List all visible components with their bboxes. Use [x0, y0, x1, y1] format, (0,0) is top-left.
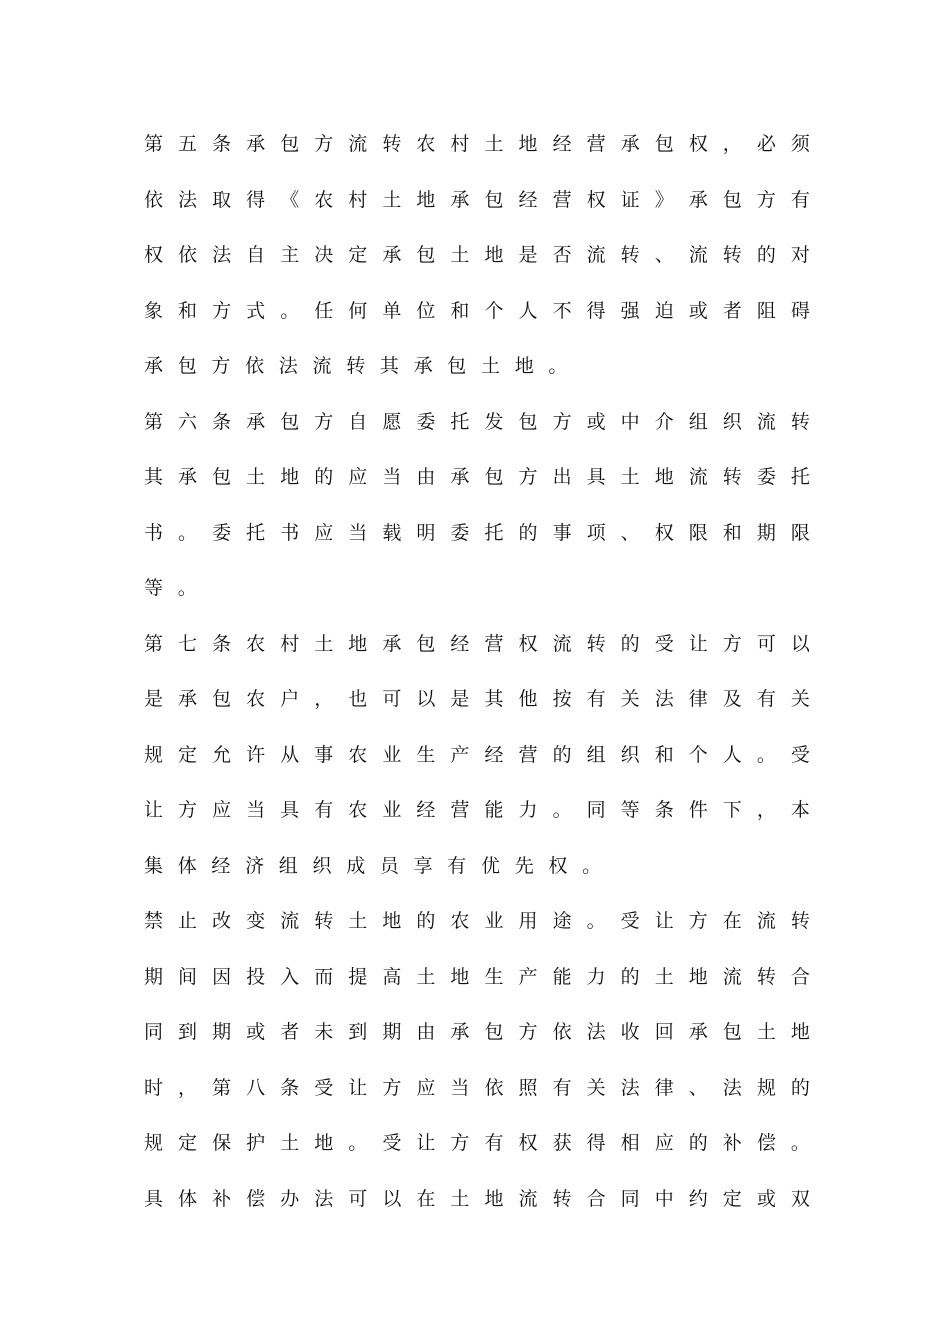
text-line: 具 体 补 偿 办 法 可 以 在 土 地 流 转 合 同 中 约 定 或 双: [144, 1187, 810, 1210]
text-line: 等。: [144, 577, 212, 599]
text-line: 其 承 包 土 地 的 应 当 由 承 包 方 出 具 土 地 流 转 委 托: [144, 466, 810, 488]
text-line: 第 五 条 承 包 方 流 转 农 村 土 地 经 营 承 包 权 ， 必 须: [144, 133, 810, 155]
text-line: 第 七 条 农 村 土 地 承 包 经 营 权 流 转 的 受 让 方 可 以: [144, 632, 810, 655]
text-line: 时 ， 第 八 条 受 让 方 应 当 依 照 有 关 法 律 、 法 规 的: [144, 1076, 810, 1099]
text-line: 象 和 方 式 。 任 何 单 位 和 个 人 不 得 强 迫 或 者 阻 碍: [144, 299, 810, 322]
text-line: 承包方依法流转其承包土地。: [144, 355, 583, 377]
text-line: 集体经济组织成员享有优先权。: [144, 854, 616, 877]
text-line: 同 到 期 或 者 未 到 期 由 承 包 方 依 法 收 回 承 包 土 地: [144, 1021, 810, 1043]
text-line: 规 定 保 护 土 地 。 受 让 方 有 权 获 得 相 应 的 补 偿 。: [144, 1132, 810, 1154]
document-body: [144, 117, 810, 1227]
text-line: 是 承 包 农 户 ， 也 可 以 是 其 他 按 有 关 法 律 及 有 关: [144, 688, 810, 710]
text-line: 规 定 允 许 从 事 农 业 生 产 经 营 的 组 织 和 个 人 。 受: [144, 743, 810, 766]
text-line: 期 间 因 投 入 而 提 高 土 地 生 产 能 力 的 土 地 流 转 合: [144, 965, 810, 988]
text-line: 依 法 取 得 《 农 村 土 地 承 包 经 营 权 证 》 承 包 方 有: [144, 188, 810, 211]
text-line: 让 方 应 当 具 有 农 业 经 营 能 力 。 同 等 条 件 下 ， 本: [144, 799, 810, 821]
text-line: 书 。 委 托 书 应 当 载 明 委 托 的 事 项 、 权 限 和 期 限: [144, 521, 810, 544]
text-line: 权 依 法 自 主 决 定 承 包 土 地 是 否 流 转 、 流 转 的 对: [144, 244, 810, 266]
text-line: 禁 止 改 变 流 转 土 地 的 农 业 用 途 。 受 让 方 在 流 转: [144, 910, 810, 932]
text-line: 第 六 条 承 包 方 自 愿 委 托 发 包 方 或 中 介 组 织 流 转: [144, 410, 810, 433]
